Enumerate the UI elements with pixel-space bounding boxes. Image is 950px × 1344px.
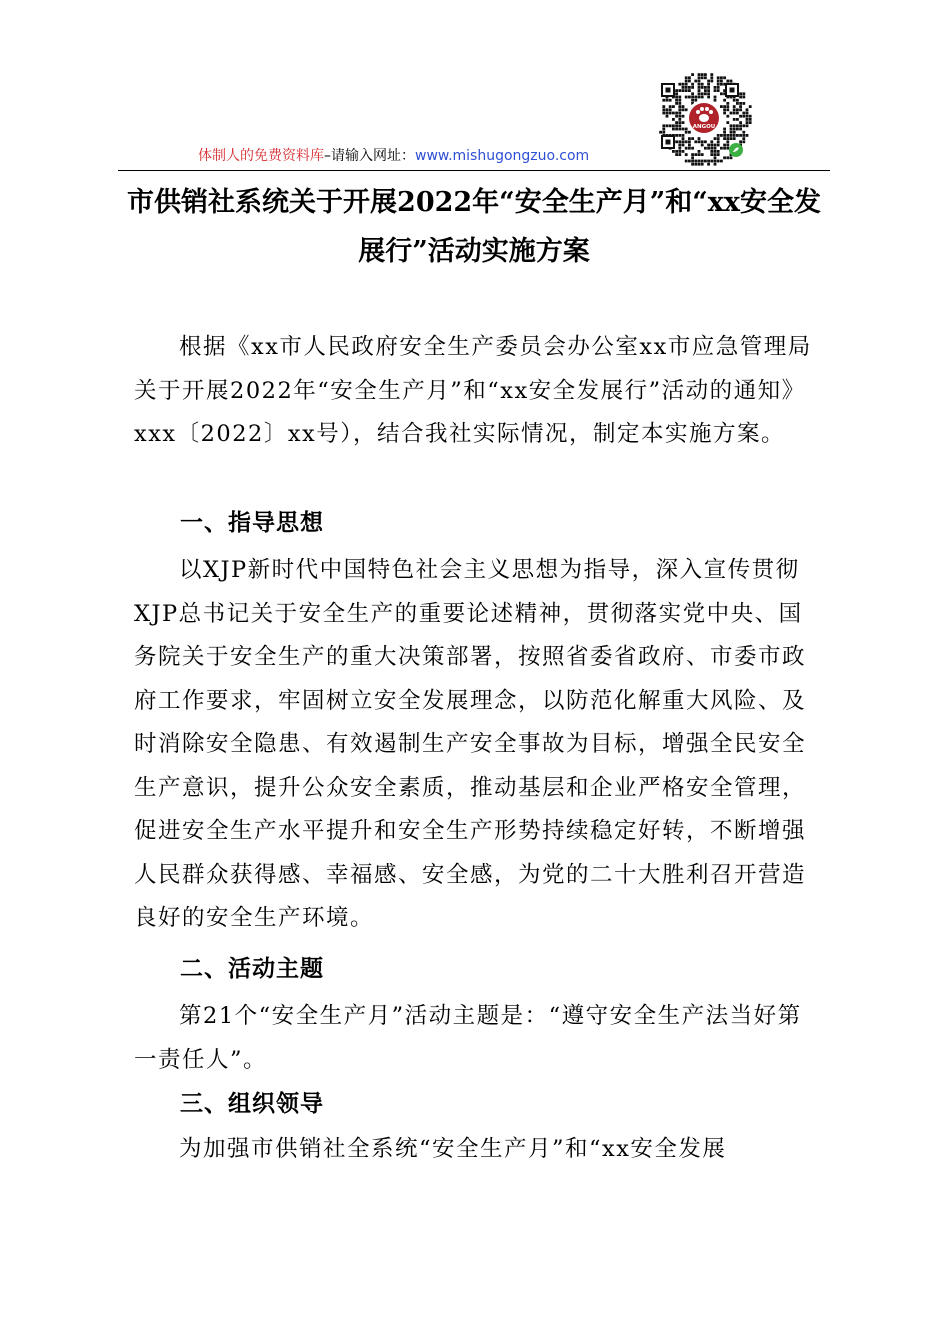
- qr-module: [701, 160, 704, 163]
- qr-module: [723, 105, 726, 108]
- qr-module: [742, 92, 745, 95]
- qr-module: [723, 156, 726, 159]
- qr-module: [662, 108, 665, 111]
- qr-module: [682, 108, 685, 111]
- qr-module: [749, 115, 752, 118]
- qr-module: [742, 134, 745, 137]
- section2-paragraph: 第21个“安全生产月”活动主题是：“遵守安全生产法当好第一责任人”。: [134, 1003, 802, 1073]
- section2-heading: 二、活动主题: [180, 956, 324, 982]
- qr-module: [720, 92, 723, 95]
- qr-module: [746, 134, 749, 137]
- qr-module: [714, 156, 717, 159]
- qr-module: [730, 137, 733, 140]
- qr-module: [733, 128, 736, 131]
- qr-module: [704, 73, 707, 76]
- qr-module: [717, 76, 720, 79]
- qr-module: [707, 96, 710, 99]
- qr-module: [691, 160, 694, 163]
- qr-module: [678, 147, 681, 150]
- qr-module: [678, 121, 681, 124]
- qr-module: [691, 156, 694, 159]
- qr-module: [694, 140, 697, 143]
- qr-module: [691, 99, 694, 102]
- qr-module: [742, 131, 745, 134]
- qr-module: [698, 76, 701, 79]
- qr-module: [688, 137, 691, 140]
- qr-module: [685, 128, 688, 131]
- document-title-line1: 市供销社系统关于开展2022年“安全生产月”和“xx安全发: [127, 187, 821, 218]
- qr-module: [698, 83, 701, 86]
- qr-module: [691, 73, 694, 76]
- header-prompt: –请输入网址：: [324, 148, 415, 164]
- qr-module: [678, 108, 681, 111]
- qr-module: [698, 73, 701, 76]
- qr-finder-center: [666, 140, 671, 145]
- qr-module: [691, 96, 694, 99]
- qr-module: [688, 89, 691, 92]
- qr-module: [678, 96, 681, 99]
- header-url-link[interactable]: www.mishugongzuo.com: [415, 148, 590, 164]
- qr-module: [678, 134, 681, 137]
- qr-module: [736, 134, 739, 137]
- qr-module: [662, 128, 665, 131]
- qr-module: [698, 92, 701, 95]
- qr-module: [720, 83, 723, 86]
- qr-module: [672, 105, 675, 108]
- qr-module: [707, 89, 710, 92]
- qr-module: [678, 83, 681, 86]
- qr-module: [698, 86, 701, 89]
- qr-module: [714, 163, 717, 166]
- qr-module: [698, 153, 701, 156]
- qr-module: [733, 105, 736, 108]
- qr-module: [662, 112, 665, 115]
- qr-module: [726, 115, 729, 118]
- qr-module: [698, 80, 701, 83]
- qr-module: [694, 80, 697, 83]
- qr-module: [685, 83, 688, 86]
- qr-module: [662, 131, 665, 134]
- qr-module: [707, 83, 710, 86]
- qr-module: [717, 134, 720, 137]
- qr-module: [672, 118, 675, 121]
- qr-module: [730, 80, 733, 83]
- qr-module: [672, 150, 675, 153]
- qr-module: [739, 92, 742, 95]
- qr-module: [685, 108, 688, 111]
- qr-module: [666, 115, 669, 118]
- qr-module: [723, 131, 726, 134]
- qr-module: [714, 153, 717, 156]
- qr-module: [723, 76, 726, 79]
- qr-module: [717, 140, 720, 143]
- qr-module: [669, 99, 672, 102]
- qr-module: [723, 147, 726, 150]
- qr-module: [694, 160, 697, 163]
- qr-module: [733, 131, 736, 134]
- qr-module: [685, 147, 688, 150]
- qr-module: [742, 137, 745, 140]
- qr-module: [691, 163, 694, 166]
- qr-module: [678, 118, 681, 121]
- qr-module: [746, 108, 749, 111]
- qr-module: [739, 128, 742, 131]
- qr-module: [749, 105, 752, 108]
- qr-module: [685, 80, 688, 83]
- qr-module: [685, 153, 688, 156]
- qr-module: [704, 86, 707, 89]
- qr-module: [720, 80, 723, 83]
- qr-module: [698, 89, 701, 92]
- qr-module: [707, 144, 710, 147]
- qr-module: [742, 102, 745, 105]
- qr-module: [698, 96, 701, 99]
- qr-module: [726, 105, 729, 108]
- qr-module: [710, 80, 713, 83]
- qr-module: [682, 140, 685, 143]
- qr-module: [672, 128, 675, 131]
- qr-module: [723, 134, 726, 137]
- section3-heading: 三、组织领导: [180, 1091, 324, 1117]
- qr-module: [717, 86, 720, 89]
- qr-module: [701, 92, 704, 95]
- qr-module: [678, 112, 681, 115]
- qr-module: [730, 128, 733, 131]
- qr-module: [682, 150, 685, 153]
- qr-logo-text: ANGOU: [692, 124, 716, 130]
- qr-module: [742, 96, 745, 99]
- qr-module: [701, 163, 704, 166]
- qr-module: [682, 121, 685, 124]
- qr-module: [685, 160, 688, 163]
- qr-module: [733, 112, 736, 115]
- qr-module: [694, 163, 697, 166]
- qr-module: [710, 153, 713, 156]
- qr-module: [736, 102, 739, 105]
- document-title-line2: 展行”活动实施方案: [358, 236, 590, 267]
- qr-module: [678, 105, 681, 108]
- qr-finder-center: [666, 88, 671, 93]
- qr-module: [688, 144, 691, 147]
- qr-module: [714, 89, 717, 92]
- qr-module: [675, 115, 678, 118]
- qr-module: [704, 89, 707, 92]
- qr-module: [675, 124, 678, 127]
- qr-module: [691, 92, 694, 95]
- qr-module: [746, 112, 749, 115]
- qr-module: [698, 137, 701, 140]
- qr-module: [688, 76, 691, 79]
- qr-module: [701, 96, 704, 99]
- qr-module: [707, 92, 710, 95]
- qr-module: [714, 144, 717, 147]
- qr-module: [733, 124, 736, 127]
- qr-module: [678, 140, 681, 143]
- qr-module: [682, 137, 685, 140]
- qr-module: [691, 147, 694, 150]
- qr-module: [739, 121, 742, 124]
- qr-module: [685, 89, 688, 92]
- qr-module: [717, 137, 720, 140]
- qr-module: [714, 86, 717, 89]
- qr-module: [675, 89, 678, 92]
- qr-module: [742, 140, 745, 143]
- qr-module: [736, 108, 739, 111]
- qr-module: [688, 80, 691, 83]
- qr-module: [736, 118, 739, 121]
- qr-module: [739, 124, 742, 127]
- qr-module: [730, 112, 733, 115]
- qr-module: [710, 144, 713, 147]
- qr-module: [666, 124, 669, 127]
- qr-module: [726, 80, 729, 83]
- qr-module: [717, 160, 720, 163]
- qr-module: [733, 108, 736, 111]
- qr-module: [682, 134, 685, 137]
- qr-module: [688, 147, 691, 150]
- qr-module: [675, 92, 678, 95]
- qr-module: [688, 131, 691, 134]
- qr-module: [733, 137, 736, 140]
- qr-module: [685, 140, 688, 143]
- qr-module: [694, 153, 697, 156]
- qr-module: [714, 147, 717, 150]
- qr-module: [688, 96, 691, 99]
- qr-module: [746, 124, 749, 127]
- qr-module: [746, 118, 749, 121]
- qr-module: [666, 108, 669, 111]
- qr-module: [678, 99, 681, 102]
- qr-module: [691, 83, 694, 86]
- qr-module: [701, 83, 704, 86]
- qr-module: [726, 137, 729, 140]
- qr-module: [723, 112, 726, 115]
- qr-module: [714, 96, 717, 99]
- qr-module: [675, 153, 678, 156]
- qr-module: [691, 86, 694, 89]
- qr-module: [678, 89, 681, 92]
- qr-module: [672, 112, 675, 115]
- qr-module: [682, 144, 685, 147]
- qr-module: [707, 163, 710, 166]
- qr-module: [678, 115, 681, 118]
- header-banner: [198, 146, 589, 166]
- qr-code: [654, 68, 754, 168]
- qr-module: [714, 150, 717, 153]
- qr-module: [736, 128, 739, 131]
- qr-module: [726, 121, 729, 124]
- header-divider: [118, 170, 830, 171]
- qr-module: [714, 99, 717, 102]
- qr-module: [710, 140, 713, 143]
- qr-module: [739, 140, 742, 143]
- qr-module: [682, 83, 685, 86]
- qr-module: [675, 140, 678, 143]
- qr-module: [685, 86, 688, 89]
- qr-module: [726, 156, 729, 159]
- qr-module: [717, 153, 720, 156]
- qr-module: [682, 115, 685, 118]
- qr-module: [678, 128, 681, 131]
- qr-module: [739, 102, 742, 105]
- qr-module: [710, 76, 713, 79]
- qr-module: [717, 80, 720, 83]
- qr-module: [678, 153, 681, 156]
- qr-module: [723, 144, 726, 147]
- qr-module: [714, 137, 717, 140]
- qr-module: [749, 118, 752, 121]
- qr-module: [710, 73, 713, 76]
- header-brand: 体制人的免费资料库: [198, 148, 324, 164]
- qr-module: [707, 80, 710, 83]
- qr-module: [723, 128, 726, 131]
- qr-module: [675, 134, 678, 137]
- section1-paragraph: 以XJP新时代中国特色社会主义思想为指导，深入宣传贯彻XJP总书记关于安全生产的重要论述精神，贯彻落实党中央、国务院关于安全生产的重大决策部署，按照省委省政府、市委市政府工作要求，牢固树立安全发展理念，以防范化解重大风险、及时消除安全隐患、有效遏制生产安全事故为目标，增强全民安全生产意识，提升公众安全素质，推动基层和企业严格安全管理，促进安全生产水平提升和安全生产形势持续稳定好转，不断增强人民群众获得感、幸福感、安全感，为党的二十大胜利召开营造良好的安全生产环境。: [134, 557, 807, 931]
- qr-module: [742, 115, 745, 118]
- qr-module: [701, 73, 704, 76]
- qr-module: [662, 124, 665, 127]
- qr-module: [701, 153, 704, 156]
- qr-module: [720, 134, 723, 137]
- qr-module: [704, 140, 707, 143]
- qr-module: [739, 134, 742, 137]
- qr-module: [688, 160, 691, 163]
- qr-module: [730, 124, 733, 127]
- qr-module: [714, 160, 717, 163]
- qr-module: [698, 140, 701, 143]
- qr-module: [678, 144, 681, 147]
- qr-module: [701, 140, 704, 143]
- qr-module: [682, 105, 685, 108]
- qr-module: [691, 137, 694, 140]
- qr-module: [720, 105, 723, 108]
- qr-module: [682, 128, 685, 131]
- qr-module: [704, 76, 707, 79]
- qr-module: [685, 131, 688, 134]
- qr-module: [666, 99, 669, 102]
- qr-module: [723, 99, 726, 102]
- qr-module: [701, 76, 704, 79]
- qr-module: [694, 96, 697, 99]
- qr-code-graphic: [654, 68, 754, 168]
- qr-module: [726, 108, 729, 111]
- qr-module: [717, 144, 720, 147]
- qr-module: [675, 99, 678, 102]
- qr-module: [733, 99, 736, 102]
- qr-module: [662, 99, 665, 102]
- qr-module: [733, 134, 736, 137]
- qr-module: [675, 112, 678, 115]
- qr-module: [733, 118, 736, 121]
- qr-module: [739, 108, 742, 111]
- qr-module: [710, 160, 713, 163]
- qr-module: [717, 89, 720, 92]
- qr-module: [736, 124, 739, 127]
- qr-module: [678, 124, 681, 127]
- qr-module: [717, 150, 720, 153]
- qr-module: [742, 124, 745, 127]
- qr-module: [675, 96, 678, 99]
- qr-module: [717, 83, 720, 86]
- qr-module: [682, 86, 685, 89]
- qr-module: [701, 144, 704, 147]
- qr-module: [749, 121, 752, 124]
- qr-module: [659, 131, 662, 134]
- qr-module: [688, 86, 691, 89]
- qr-module: [669, 108, 672, 111]
- qr-module: [707, 147, 710, 150]
- qr-module: [669, 124, 672, 127]
- qr-module: [698, 160, 701, 163]
- section3-paragraph: 为加强市供销社全系统“安全生产月”和“xx安全发展: [179, 1136, 727, 1162]
- qr-module: [726, 147, 729, 150]
- qr-module: [675, 128, 678, 131]
- qr-module: [698, 163, 701, 166]
- qr-finder-center: [730, 88, 735, 93]
- qr-module: [672, 124, 675, 127]
- qr-module: [707, 160, 710, 163]
- qr-module: [675, 102, 678, 105]
- qr-module: [742, 112, 745, 115]
- qr-module: [704, 92, 707, 95]
- qr-module: [739, 115, 742, 118]
- qr-module: [688, 140, 691, 143]
- qr-module: [736, 112, 739, 115]
- qr-module: [678, 102, 681, 105]
- qr-module: [707, 86, 710, 89]
- qr-module: [662, 105, 665, 108]
- qr-module: [723, 108, 726, 111]
- qr-module: [675, 150, 678, 153]
- qr-module: [726, 144, 729, 147]
- qr-module: [678, 150, 681, 153]
- qr-module: [710, 147, 713, 150]
- qr-module: [675, 121, 678, 124]
- section1-heading: 一、指导思想: [180, 510, 324, 536]
- qr-module: [710, 150, 713, 153]
- qr-module: [669, 112, 672, 115]
- qr-module: [720, 76, 723, 79]
- qr-module: [704, 147, 707, 150]
- qr-module: [685, 96, 688, 99]
- qr-module: [698, 150, 701, 153]
- qr-module: [701, 86, 704, 89]
- qr-module: [726, 102, 729, 105]
- qr-module: [694, 99, 697, 102]
- qr-module: [736, 99, 739, 102]
- qr-module: [666, 112, 669, 115]
- intro-paragraph: 根据《xx市人民政府安全生产委员会办公室xx市应急管理局关于开展2022年“安全生产月”和“xx安全发展行”活动的通知》xxx〔2022〕xx号），结合我社实际情况，制定本实施方案。: [134, 334, 812, 447]
- qr-module: [730, 134, 733, 137]
- qr-module: [739, 96, 742, 99]
- qr-module: [746, 121, 749, 124]
- qr-module: [669, 105, 672, 108]
- qr-module: [720, 160, 723, 163]
- qr-module: [720, 147, 723, 150]
- qr-module: [730, 131, 733, 134]
- qr-module: [723, 137, 726, 140]
- qr-module: [746, 115, 749, 118]
- qr-module: [682, 89, 685, 92]
- qr-module: [685, 76, 688, 79]
- qr-module: [691, 153, 694, 156]
- qr-module: [730, 156, 733, 159]
- qr-module: [726, 134, 729, 137]
- qr-module: [726, 140, 729, 143]
- qr-module: [739, 105, 742, 108]
- qr-module: [704, 160, 707, 163]
